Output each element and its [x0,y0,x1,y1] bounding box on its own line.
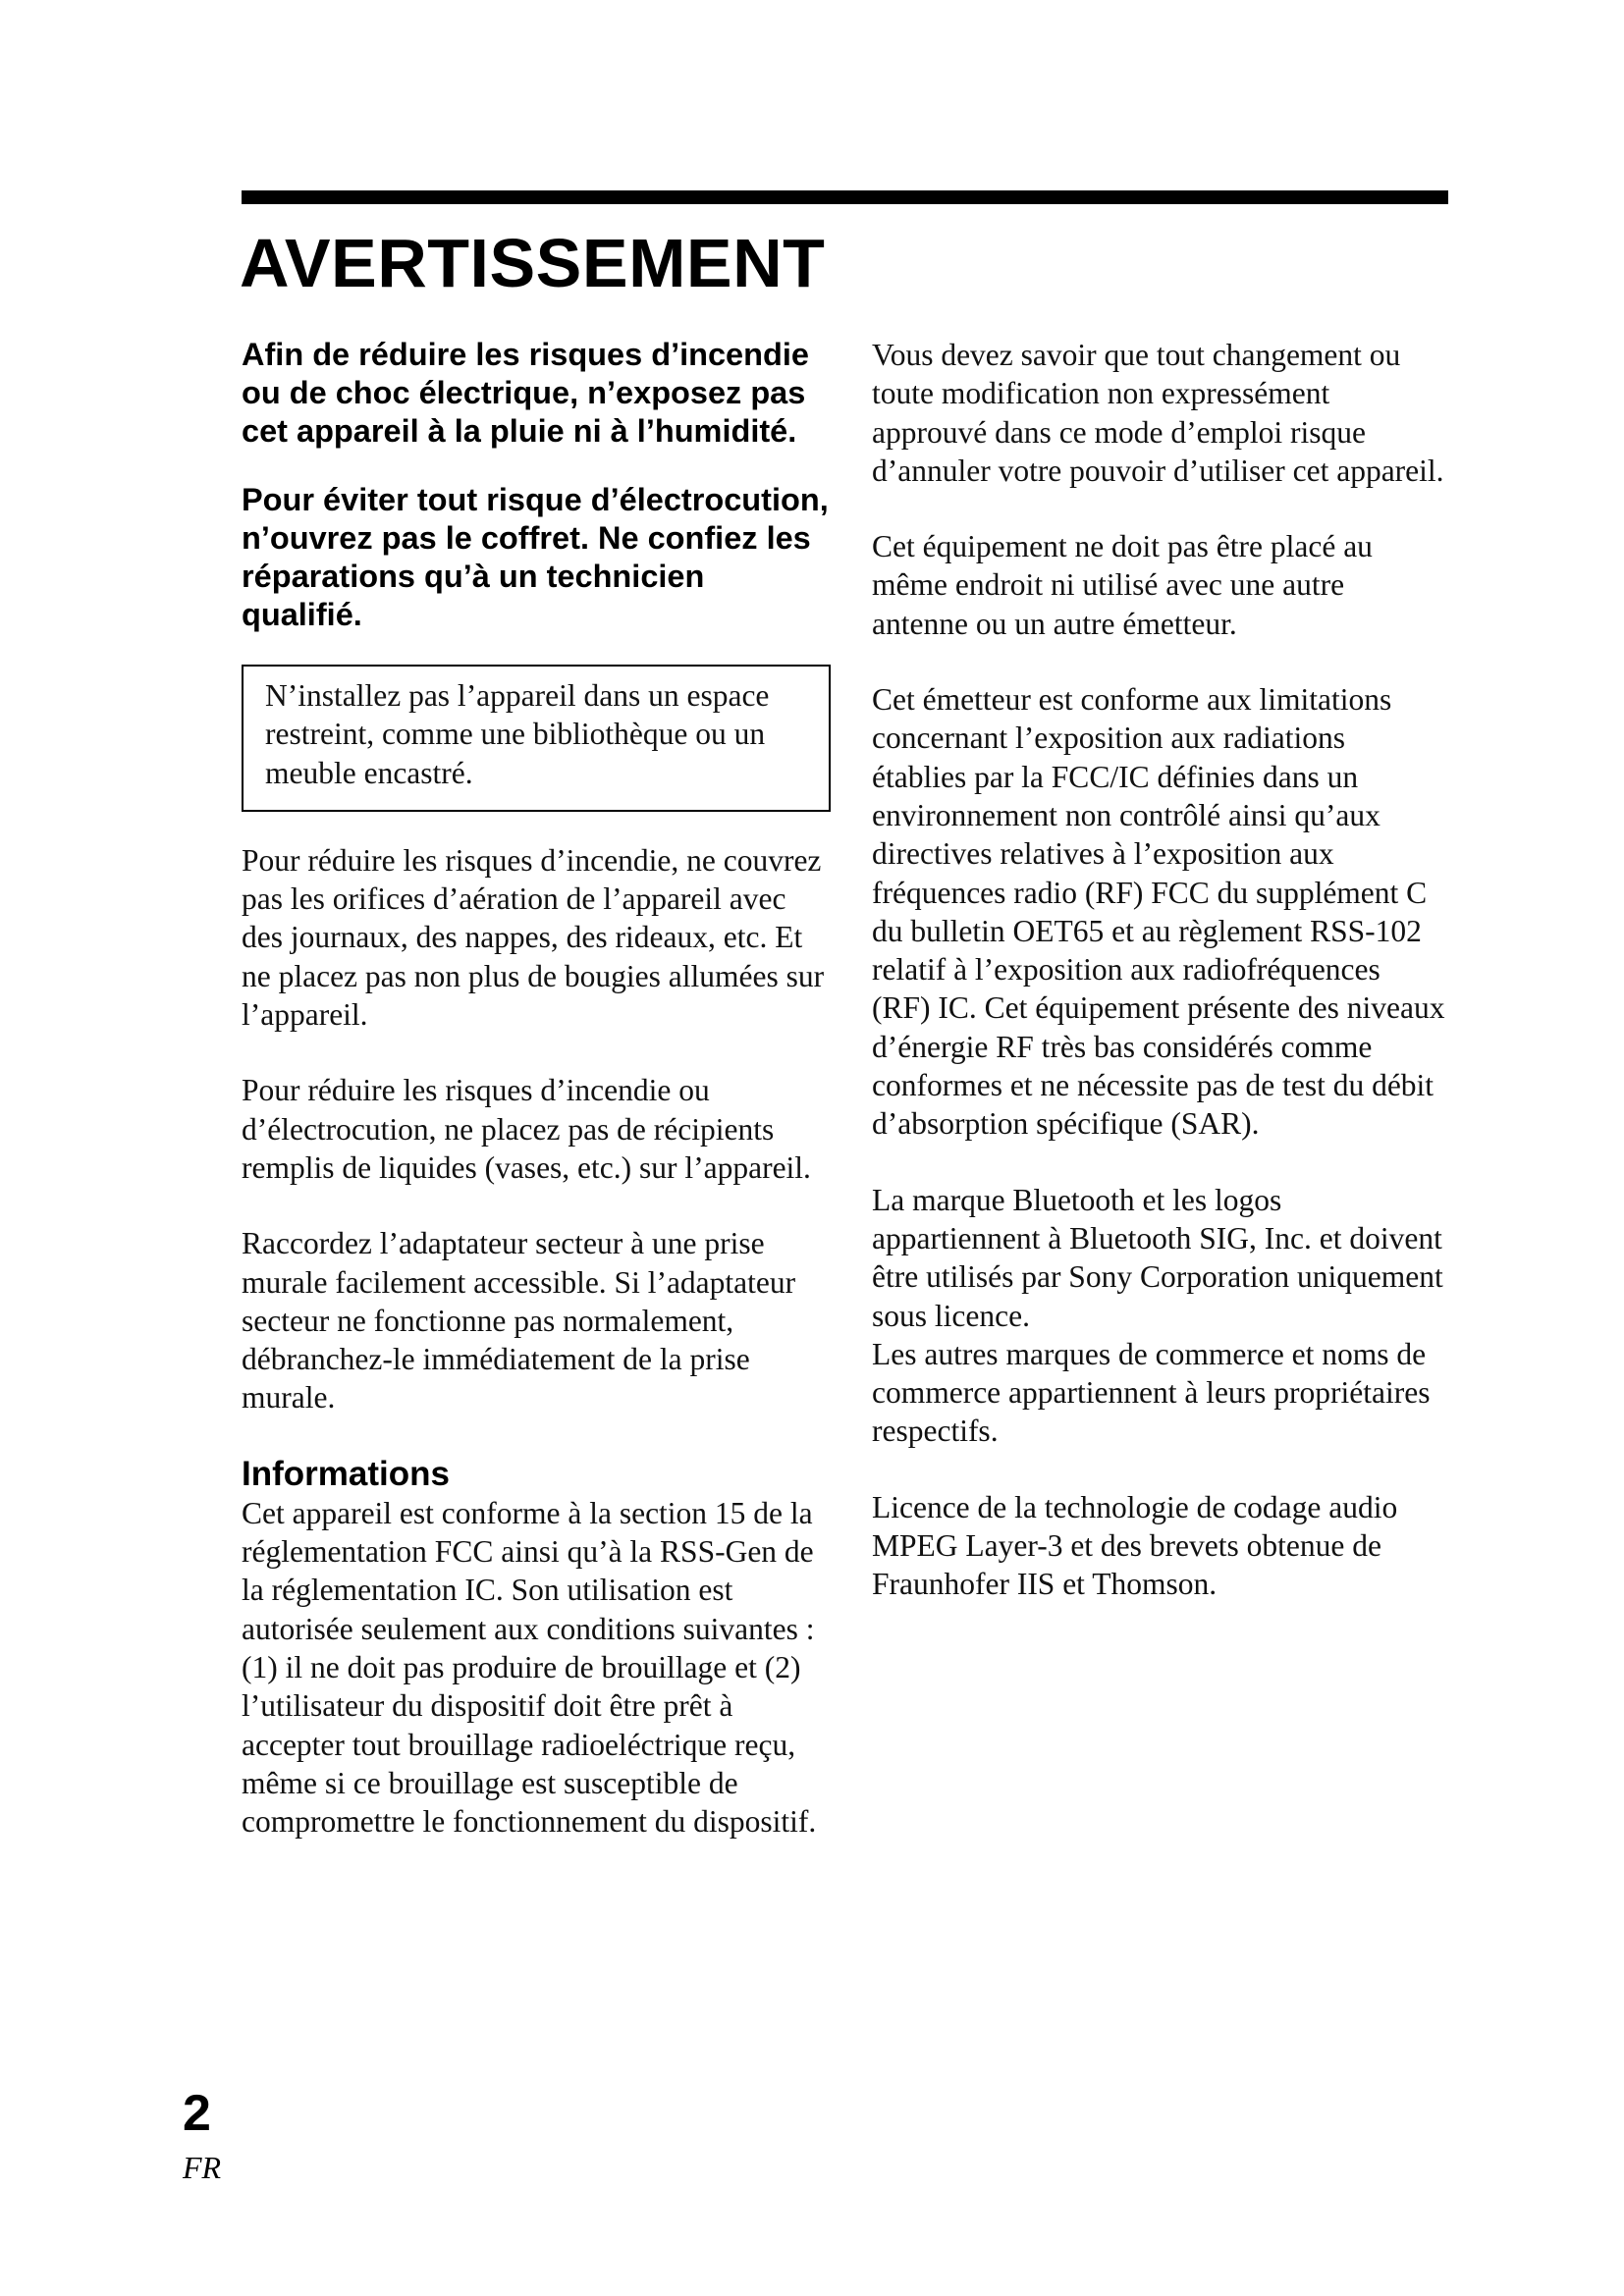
fire-risk-paragraph: Pour réduire les risques d’incendie, ne couvrez pas les orifices d’aération de l’appareil avec des journaux, des nappes, des rideaux, etc. Et ne placez pas non plus de bougies allumées sur l’appareil. [242,842,825,1033]
page-title: AVERTISSEMENT [240,225,826,301]
installation-notice-text: N’installez pas l’appareil dans un espace restreint, comme une bibliothèque ou un meuble encastré. [265,678,770,790]
rf-exposure-paragraph: Cet émetteur est conforme aux limitations concernant l’exposition aux radiations établies par la FCC/IC définies dans un environnement non contrôlé ainsi qu’aux directives relatives à l’exposition aux fréquences radio (RF) FCC du supplément C du bulletin OET65 et au règlement RSS-102 relatif à l’exposition aux radiofréquences (RF) IC. Cet équipement présente des niveaux d’énergie RF très bas considérés comme conformes et ne nécessite pas de test du débit d’absorption spécifique (SAR). [872,682,1445,1142]
installation-notice-box [242,665,831,812]
antenna-paragraph: Cet équipement ne doit pas être placé au même endroit ni utilisé avec une autre antenne ou un autre émetteur. [872,529,1373,641]
warning-electrocution: Pour éviter tout risque d’électrocution, n’ouvrez pas le coffret. Ne confiez les réparations qu’à un technicien qualifié. [242,482,829,632]
liquid-risk-paragraph: Pour réduire les risques d’incendie ou d’électrocution, ne placez pas de récipients remplis de liquides (vases, etc.) sur l’appareil. [242,1073,811,1185]
informations-body: Cet appareil est conforme à la section 15 de la réglementation FCC ainsi qu’à la RSS-Gen de la réglementation IC. Son utilisation est autorisée seulement aux conditions suivantes : (1) il ne doit pas produire de brouillage et (2) l’utilisateur du dispositif doit être prêt à accepter tout brouillage radioeléctrique reçu, même si ce brouillage est susceptible de compromettre le fonctionnement du dispositif. [242,1495,817,1840]
left-column [242,336,831,1878]
bluetooth-trademark-paragraph: La marque Bluetooth et les logos appartiennent à Bluetooth SIG, Inc. et doivent être utilisés par Sony Corporation uniquement sous licence. [872,1182,1443,1333]
modification-paragraph: Vous devez savoir que tout changement ou toute modification non expressément approuvé dans ce mode d’emploi risque d’annuler votre pouvoir d’utiliser cet appareil. [872,338,1444,488]
mpeg-license-paragraph: Licence de la technologie de codage audio MPEG Layer-3 et des brevets obtenue de Fraunhofer IIS et Thomson. [872,1489,1398,1602]
ac-adapter-paragraph: Raccordez l’adaptateur secteur à une prise murale facilement accessible. Si l’adaptateur secteur ne fonctionne pas normalement, débranchez-le immédiatement de la prise murale. [242,1226,796,1415]
warning-moisture: Afin de réduire les risques d’incendie ou de choc électrique, n’exposez pas cet appareil à la pluie ni à l’humidité. [242,337,809,449]
language-code: FR [183,2150,222,2185]
informations-heading: Informations [242,1454,450,1493]
other-trademarks-paragraph: Les autres marques de commerce et noms de commerce appartiennent à leurs propriétaires respectifs. [872,1336,1431,1449]
page-number: 2 [183,2085,211,2142]
right-column [872,336,1446,1641]
title-rule [242,190,1448,204]
